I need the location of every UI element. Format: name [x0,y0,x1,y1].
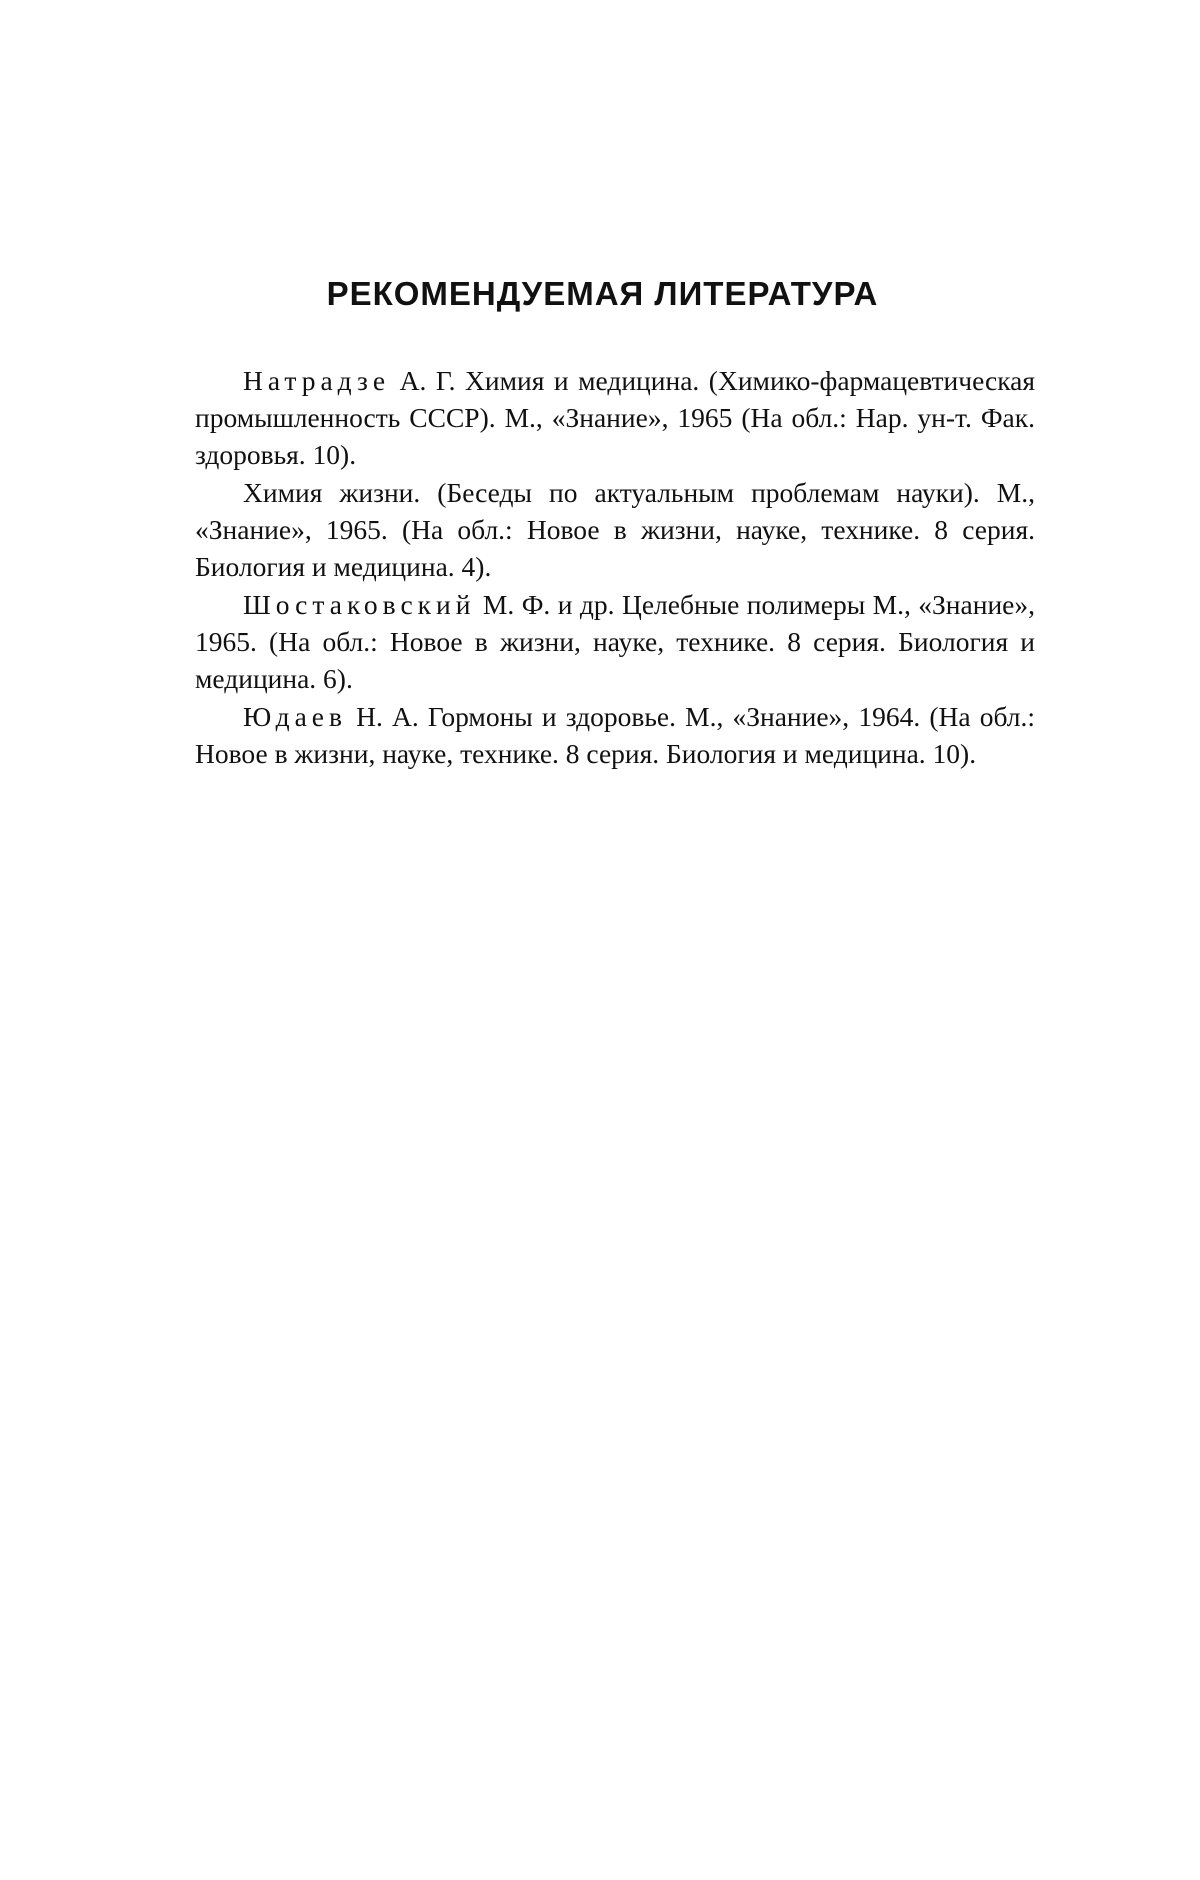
reference-text: Химия жизни. (Беседы по актуальным проблемам науки). М., «Знание», 1965. (На обл.: Новое в жизни, науке, технике. 8 серия. Биология и медицина. 4). [195,477,1035,582]
reference-text: Н. А. Гормоны и здоровье. М., «Знание», 1964. (На обл.: Новое в жизни, науке, технике. 8 серия. Биология и медицина. 10). [195,701,1035,769]
reference-entry [195,698,1035,772]
page-heading: РЕКОМЕНДУЕМАЯ ЛИТЕРАТУРА [326,275,879,312]
reference-text: А. Г. Химия и медицина. (Химико-фармацевтическая промышленность СССР). М., «Знание», 1965 (На обл.: Нар. ун-т. Фак. здоровья. 10). [195,365,1035,470]
reference-entry [195,586,1035,697]
reference-list [195,362,1035,773]
reference-entry [195,362,1035,473]
reference-entry [195,474,1035,585]
reference-text: М. Ф. и др. Целебные полимеры М., «Знание», 1965. (На обл.: Новое в жизни, науке, технике. 8 серия. Биология и медицина. 6). [195,589,1035,694]
reference-author: Юдаев [243,701,347,732]
reference-author: Шостаковский [243,589,476,620]
reference-author: Натрадзе [243,365,391,396]
